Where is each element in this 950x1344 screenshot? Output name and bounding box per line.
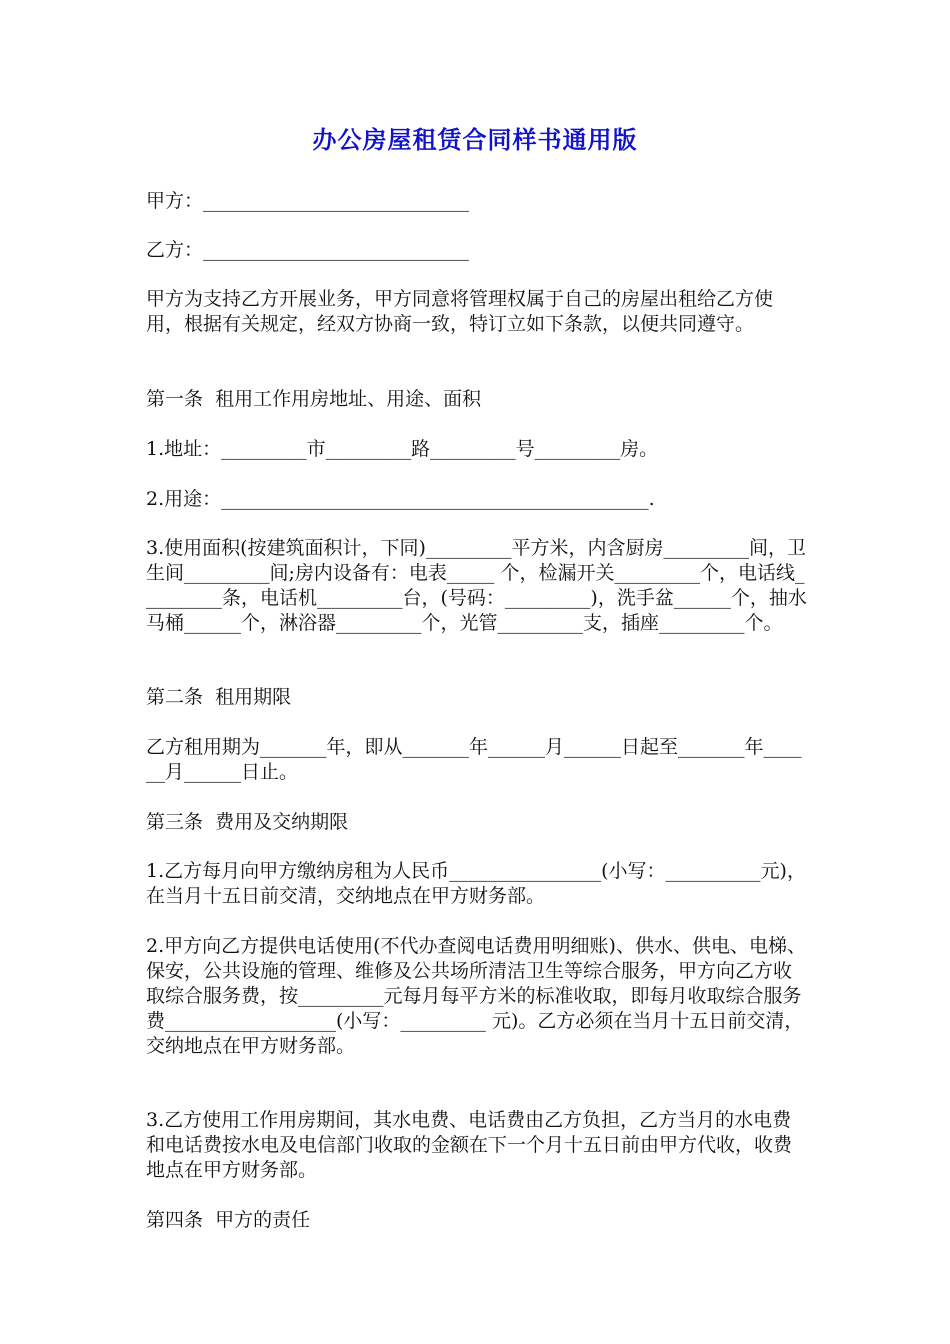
party-a-line: 甲方：____________________________ — [146, 190, 470, 212]
clause-address: 1.地址：_________市_________路_________号_________房。 — [146, 438, 659, 460]
article-1-heading: 第一条 租用工作用房地址、用途、面积 — [146, 388, 482, 410]
clause-purpose: 2.用途：_____________________________________________. — [146, 488, 655, 510]
clause-rent: 1.乙方每月向甲方缴纳房租为人民币________________(小写：__________元)，在当月十五日前交清，交纳地点在甲方财务部。 — [146, 860, 806, 907]
article-2-heading: 第二条 租用期限 — [146, 686, 292, 708]
article-4-heading: 第四条 甲方的责任 — [146, 1209, 311, 1231]
party-b-line: 乙方：____________________________ — [146, 239, 470, 261]
clause-area: 3.使用面积(按建筑面积计，下同)_________平方米，内含厨房_________间，卫生间_________间;房内设备有：电表_____ 个，检漏开关_________个，电话线_________条，电话机_________台，(号码：_________)，洗手盆______个，抽水马桶______个，淋浴器_________个，光管_________支，插座_________个。 — [146, 537, 807, 634]
clause-lease-term: 乙方租用期为_______年，即从_______年______月______日起至_______年______月______日止。 — [146, 736, 802, 783]
clause-utilities: 3.乙方使用工作用房期间，其水电费、电话费由乙方负担，乙方当月的水电费和电话费按水电及电信部门收取的金额在下一个月十五日前由甲方代收，收费地点在甲方财务部。 — [146, 1109, 793, 1181]
preamble-paragraph: 甲方为支持乙方开展业务，甲方同意将管理权属于自己的房屋出租给乙方使用，根据有关规定，经双方协商一致，特订立如下条款，以便共同遵守。 — [146, 288, 774, 335]
article-3-heading: 第三条 费用及交纳期限 — [146, 811, 349, 833]
clause-service-fee: 2.甲方向乙方提供电话使用(不代办查阅电话费用明细账)、供水、供电、电梯、保安，公共设施的管理、维修及公共场所清洁卫生等综合服务，甲方向乙方收取综合服务费，按_________元每月每平方米的标准收取，即每月收取综合服务费__________________(小写：_________ 元)。乙方必须在当月十五日前交清，交纳地点在甲方财务部。 — [146, 935, 806, 1057]
document-title: 办公房屋租赁合同样书通用版 — [312, 126, 638, 154]
